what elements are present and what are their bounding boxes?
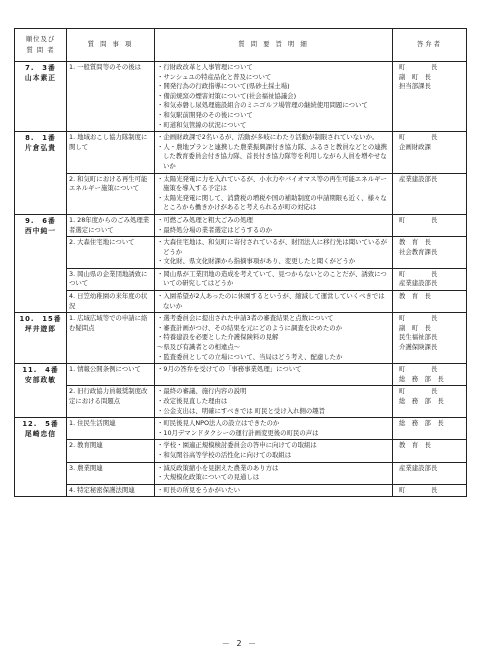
question-item: 2. 教育関連 [67,440,155,462]
question-detail [155,484,393,497]
table-row [15,364,467,386]
detail-point: ・ 改定後見直した理由は [157,397,390,407]
answerer-name: 町 長 [399,269,438,278]
detail-point: ・ 監査委員としての立場について、当局はどう考え、配慮したか [157,353,390,363]
answerer-cell [393,364,467,386]
table-row [15,237,467,269]
detail-point: ・ 最終処分場の業者選定はどうするのか [157,226,390,236]
asker-number: 7. 3番 [25,64,56,72]
asker-number: 8. 1番 [25,134,56,143]
detail-point: ・ 和気駅前開発のその後について [157,111,390,121]
answerer-name: 民生福祉部長 [399,333,438,342]
answerer-name: 町 長 [399,63,438,71]
question-detail [155,440,393,462]
asker-name: 尾崎忠信 [24,430,57,439]
header-answerer: 答弁者 [393,29,467,62]
question-item: 4. 特定秘密保護法関連 [67,484,155,497]
answerer-name: 副 町 長 [399,323,431,332]
question-detail [155,462,393,484]
answerer-name: 総 務 部 長 [399,419,444,428]
answerer-name: 産業建設部長 [399,174,438,183]
answerer-cell [393,62,467,132]
answerer-cell [393,268,467,290]
detail-point: ・ 公金支出は、明確にすべきでは 町民と受け入れ側の趣旨 [157,407,390,417]
table-row [15,132,467,173]
detail-point: ・ 人・農地プランと連携した農業振興課付き協力隊、ふるさと教員などとの連携した教育委員会付き協力隊、首長付き協力隊等を利用しながら人員を増やせないか [157,143,390,172]
answerer-cell [393,214,467,236]
question-detail [155,313,393,364]
asker-cell [15,418,67,497]
table-row [15,268,467,290]
answerer-cell [393,440,467,462]
question-item: 1. 広域広域等での申請に絡む疑問点 [67,313,155,364]
asker-number: 11. 4番 [22,366,59,375]
asker-name: 山本素正 [24,74,57,82]
question-detail [155,173,393,214]
detail-point: ・ 10月デマンドタクシーの運行計画変更後の町民の声は [157,429,390,439]
detail-point: ・ サンシュユの特産品化と普及について [157,73,390,83]
asker-name: 西中純一 [24,226,57,235]
answerer-cell [393,386,467,418]
detail-point: ・ 9月の答弁を受けての「事務事業処理」について [157,365,390,375]
detail-point: ～県及び有識者との相違点～ [157,343,241,352]
question-item: 1. 情報公開条例について [67,364,155,386]
answerer-name: 教 育 長 [399,292,431,301]
header-asker: 順位及び 質 問 者 [15,29,67,62]
asker-cell [15,214,67,312]
asker-number: 9. 6番 [25,216,56,225]
header-detail: 質 問 要 旨 明 細 [155,29,393,62]
question-detail [155,214,393,236]
detail-point: ・ 可燃ごみ処理と粗大ごみの処理 [157,216,390,226]
asker-name: 坪井遊郎 [24,325,57,334]
answerer-cell [393,173,467,214]
detail-point: ・ 町道和気管線の状況について [157,121,390,131]
asker-name: 安部政敏 [24,376,57,385]
detail-point: ・ 和気赤磐し尿処理施設組合のミニゴルフ場管理の継続使用問題について [157,101,390,111]
question-detail [155,386,393,418]
detail-point: ・ 岡山県が工業団地の造成を考えていて、見つからないとのことだが、誘致についての研究してはどうか [157,270,390,289]
detail-point: ・ 開発行為の行政指導について(県砂土採土場) [157,82,390,92]
asker-cell [15,364,67,418]
question-item: 2. 和気町における再生可能エネルギー施策について [67,173,155,214]
answerer-cell [393,462,467,484]
detail-point: ・ 入園希望が2人あったのに休園するというが、縮減して運営していくべきではないか [157,292,390,311]
asker-cell [15,132,67,215]
question-detail [155,132,393,173]
answerer-cell [393,484,467,497]
answerer-name: 教 育 長 [399,441,431,450]
answerer-name: 町 長 [399,387,438,396]
detail-point: ・ 行財政改革と人事管理について [157,63,390,73]
asker-number: 10. 15番 [19,315,62,324]
asker-number: 12. 5番 [22,420,59,429]
table-row [15,418,467,440]
answerer-name: 企画財政課 [399,142,431,151]
question-detail [155,418,393,440]
table-row [15,291,467,313]
question-detail [155,268,393,290]
asker-cell [15,313,67,364]
detail-point: ・ 町民後見人NPO法人の設立はできたのか [157,419,390,429]
table-row [15,386,467,418]
question-item: 1. 28年度からのごみ処理業者選定について [67,214,155,236]
header-item: 質 問 事 項 [67,29,155,62]
question-table [14,28,467,497]
page-number: － 2 － [221,639,259,648]
detail-point: ・ 最終の審議、施行内容の説明 [157,387,390,397]
answerer-name: 担当部課長 [399,82,431,91]
detail-point: ・ 和気閑谷高等学校の活性化に向けての取組は [157,451,390,461]
question-item: 1. 地域おこし協力隊制度に関して [67,132,155,173]
table-row [15,440,467,462]
asker-cell [15,62,67,132]
answerer-cell [393,237,467,269]
question-item: 1. 一般質問等のその後は [67,62,155,132]
detail-point: ・ 大規模化政策についての見通しは [157,473,390,483]
question-item: 2. 大森住宅地について [67,237,155,269]
answerer-name: 町 長 [399,365,438,374]
question-item: 3. 岡山県の企業団地誘致について [67,268,155,290]
asker-name: 片倉弘貴 [24,144,57,153]
answerer-name: 産業建設部長 [399,279,438,288]
detail-point: ・ 町長の所見をうかがいたい [157,486,390,496]
detail-point: ・ 大森住宅地は、和気町に寄付されているが、財団法人に移行先は聞いているがどうか [157,238,390,257]
answerer-name: 総 務 部 長 [399,374,444,383]
detail-point: ・ 特養建設を必要とした介護保険料の見解 [157,333,390,343]
table-header-row [15,29,467,62]
answerer-name: 産業建設部長 [399,463,438,472]
answerer-name: 町 長 [399,485,438,494]
answerer-name: 副 町 長 [399,72,431,81]
question-detail [155,291,393,313]
question-detail [155,364,393,386]
question-item: 4. 日笠幼稚園の来年度の状況 [67,291,155,313]
question-table-sheet [14,28,466,497]
answerer-name: 町 長 [399,314,438,323]
detail-point: ・ 減反政策縮小を見据えた農業のあり方は [157,464,390,474]
answerer-cell [393,291,467,313]
detail-point: ・ 備前焼窯の煙害対策について(社会福祉協議会) [157,92,390,102]
table-row [15,62,467,132]
answerer-name: 教 育 長 [399,238,431,247]
table-row [15,214,467,236]
answerer-cell [393,313,467,364]
question-detail [155,237,393,269]
answerer-name: 町 長 [399,133,438,142]
answerer-name: 総 務 部 長 [399,397,444,405]
detail-point: ・ 太陽光発電に力を入れているが、小水力やバイオマス等の再生可能エネルギー施策を導入する予定は [157,175,390,194]
answerer-name: 町 長 [399,215,438,224]
table-row [15,462,467,484]
detail-point: ・ 学校・園適正規模検討委員会の答申に向けての取組は [157,441,390,451]
detail-point: ・ 審査計画がつけ、その結果を元にどのように調査を決めたのか [157,324,390,334]
detail-point: ・ 文化財、県文化財課から指摘事項があり、変更したと聞くがどうか [157,257,390,267]
detail-point: ・ 企画財政課で2名いるが、活動が多岐にわたり活動が制限されていないか。 [157,133,390,143]
answerer-name: 社会教育課長 [399,247,438,256]
question-item: 2. 旧行政協力員報奨制度改定における問題点 [67,386,155,418]
answerer-cell [393,132,467,173]
table-row [15,173,467,214]
question-detail [155,62,393,132]
detail-point: ・ 太陽光発電に関して、消費税の増税や国の補助制度の申請期限も近く、様々なところから働きかけがあると考えられるが町の対応は [157,194,390,213]
question-item: 3. 農業関連 [67,462,155,484]
answerer-cell [393,418,467,440]
table-row [15,313,467,364]
question-item: 1. 住民生活関連 [67,418,155,440]
detail-point: ・ 選考委員会に提出された申請3者の審査結果と点数について [157,314,390,324]
table-row [15,484,467,497]
table-body [15,62,467,497]
answerer-name: 介護保険課長 [399,343,438,352]
